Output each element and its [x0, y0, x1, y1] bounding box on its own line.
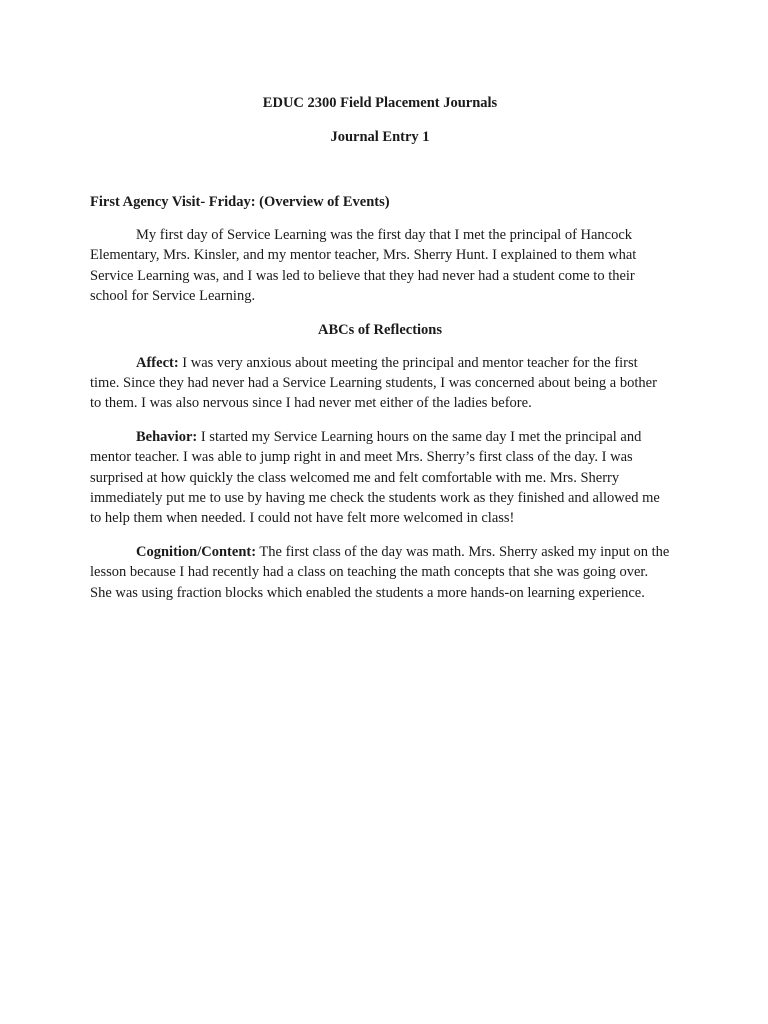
- reflections-heading: ABCs of Reflections: [317, 321, 443, 338]
- cognition-label: Cognition/Content:: [136, 543, 257, 560]
- behavior-paragraph: [90, 427, 670, 529]
- affect-label: Affect:: [136, 354, 179, 371]
- section-heading: First Agency Visit- Friday: (Overview of Events): [90, 194, 390, 210]
- document-body: [90, 93, 670, 616]
- overview-paragraph: My first day of Service Learning was the first day that I met the principal of Hancock Elementary, Mrs. Kinsler, and my mentor teacher, Mrs. Sherry Hunt. I explained to them what Service Learning was, and I was led to believe that they had never had a student come to their school for Service Learning.: [90, 227, 637, 305]
- affect-paragraph: [90, 353, 670, 414]
- behavior-label: Behavior:: [136, 428, 198, 445]
- journal-entry-subtitle: Journal Entry 1: [330, 129, 430, 145]
- document-title: EDUC 2300 Field Placement Journals: [262, 95, 498, 111]
- affect-text: I was very anxious about meeting the principal and mentor teacher for the first time. Since they had never had a Service Learning students, I was concerned about being a bother to them. I was also nervous since I had never met either of the ladies before.: [90, 354, 657, 412]
- behavior-text: I started my Service Learning hours on the same day I met the principal and mentor teacher. I was able to jump right in and meet Mrs. Sherry’s first class of the day. I was surprised at how quickly the class welcomed me and felt comfortable with me. Mrs. Sherry immediately put me to use by having me check the students work as they finished and allowed me to help them when needed. I could not have felt more welcomed in class!: [90, 428, 660, 527]
- cognition-paragraph: [90, 542, 670, 603]
- cognition-text: The first class of the day was math. Mrs. Sherry asked my input on the lesson because I had recently had a class on teaching the math concepts that she was going over. She was using fraction blocks which enabled the students a more hands-on learning experience.: [90, 543, 670, 601]
